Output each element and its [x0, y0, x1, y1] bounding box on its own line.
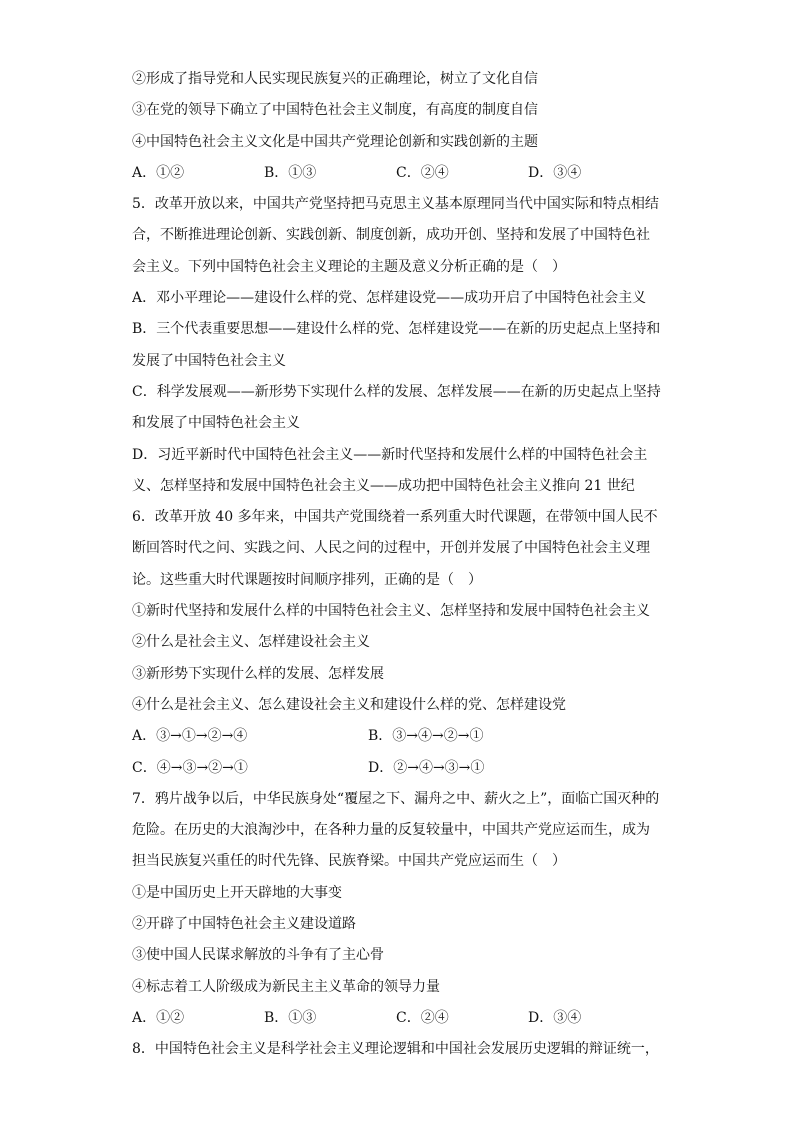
q5-option-b-cont: 发展了中国特色社会主义	[132, 352, 286, 369]
q4-item-4: ④中国特色社会主义文化是中国共产党理论创新和实践创新的主题	[132, 133, 538, 150]
q6-option-c[interactable]: C．④→③→②→①	[132, 759, 248, 776]
q6-item-2: ②什么是社会主义、怎样建设社会主义	[132, 634, 370, 651]
q7-option-a[interactable]: A．①②	[132, 1009, 185, 1026]
q6-item-1: ①新时代坚持和发展什么样的中国特色社会主义、怎样坚持和发展中国特色社会主义	[132, 603, 650, 620]
q4-item-2: ②形成了指导党和人民实现民族复兴的正确理论，树立了文化自信	[132, 71, 538, 87]
q6-options-row-1	[132, 721, 664, 752]
q7-option-c[interactable]: C．②④	[396, 1009, 449, 1026]
question-7	[132, 784, 664, 1034]
q7-option-d[interactable]: D．③④	[528, 1009, 582, 1026]
q7-option-b[interactable]: B．①③	[264, 1009, 317, 1026]
q5-stem-line: 5．改革开放以来，中国共产党坚持把马克思主义基本原理同当代中国实际和特点相结	[132, 196, 659, 213]
q7-stem-line: 7．鸦片战争以后，中华民族身处“覆屋之下、漏舟之中、薪火之上”，面临亡国灭种的	[132, 790, 660, 807]
q6-option-a[interactable]: A．③→①→②→④	[132, 728, 248, 745]
q7-stem-line: 危险。在历史的大浪淘沙中，在各种力量的反复较量中，中国共产党应运而生，成为	[132, 822, 650, 839]
q6-options-row-2	[132, 753, 664, 784]
q5-option-b[interactable]: B．三个代表重要思想——建设什么样的党、怎样建设党——在新的历史起点上坚持和	[132, 321, 661, 338]
question-6	[132, 502, 664, 784]
q5-option-d[interactable]: D．习近平新时代中国特色社会主义——新时代坚持和发展什么样的中国特色社会主	[132, 446, 648, 463]
q5-option-c[interactable]: C．科学发展观——新形势下实现什么样的发展、怎样发展——在新的历史起点上坚持	[132, 383, 661, 400]
q7-item-3: ③使中国人民谋求解放的斗争有了主心骨	[132, 947, 384, 964]
q4-options	[132, 158, 664, 189]
q4-option-c[interactable]: C．②④	[396, 164, 449, 181]
page-content	[132, 64, 664, 1066]
question-5	[132, 189, 664, 502]
q4-option-a[interactable]: A．①②	[132, 164, 185, 181]
q4-option-b[interactable]: B．①③	[264, 164, 317, 181]
q6-item-4: ④什么是社会主义、怎么建设社会主义和建设什么样的党、怎样建设党	[132, 696, 566, 713]
q5-option-d-cont: 义、怎样坚持和发展中国特色社会主义——成功把中国特色社会主义推向 21 世纪	[132, 477, 635, 494]
q7-stem-line: 担当民族复兴重任的时代先锋、民族脊梁。中国共产党应运而生（ ）	[132, 853, 566, 870]
q7-options	[132, 1003, 664, 1034]
q8-stem-line: 8．中国特色社会主义是科学社会主义理论逻辑和中国社会发展历史逻辑的辩证统一，	[132, 1041, 659, 1058]
q6-option-b[interactable]: B．③→④→②→①	[368, 728, 484, 745]
q7-item-4: ④标志着工人阶级成为新民主主义革命的领导力量	[132, 978, 440, 995]
q6-item-3: ③新形势下实现什么样的发展、怎样发展	[132, 665, 384, 682]
q6-stem-line: 断回答时代之问、实践之问、人民之问的过程中，开创并发展了中国特色社会主义理	[132, 540, 650, 557]
q7-item-2: ②开辟了中国特色社会主义建设道路	[132, 916, 356, 933]
q4-option-d[interactable]: D．③④	[528, 164, 582, 181]
question-8	[132, 1034, 664, 1065]
q5-stem-line: 合，不断推进理论创新、实践创新、制度创新，成功开创、坚持和发展了中国特色社	[132, 227, 650, 244]
q6-stem-line: 6．改革开放 40 多年来，中国共产党围绕着一系列重大时代课题，在带领中国人民不	[132, 509, 658, 526]
q5-stem-line: 会主义。下列中国特色社会主义理论的主题及意义分析正确的是（ ）	[132, 258, 566, 275]
q6-stem-line: 论。这些重大时代课题按时间顺序排列，正确的是（ ）	[132, 571, 482, 588]
q5-option-a[interactable]: A．邓小平理论——建设什么样的党、怎样建设党——成功开启了中国特色社会主义	[132, 290, 647, 307]
question-4-tail	[132, 64, 664, 189]
q7-item-1: ①是中国历史上开天辟地的大事变	[132, 884, 342, 901]
q5-option-c-cont: 和发展了中国特色社会主义	[132, 415, 300, 432]
q6-option-d[interactable]: D．②→④→③→①	[368, 759, 485, 776]
q4-item-3: ③在党的领导下确立了中国特色社会主义制度，有高度的制度自信	[132, 102, 538, 119]
